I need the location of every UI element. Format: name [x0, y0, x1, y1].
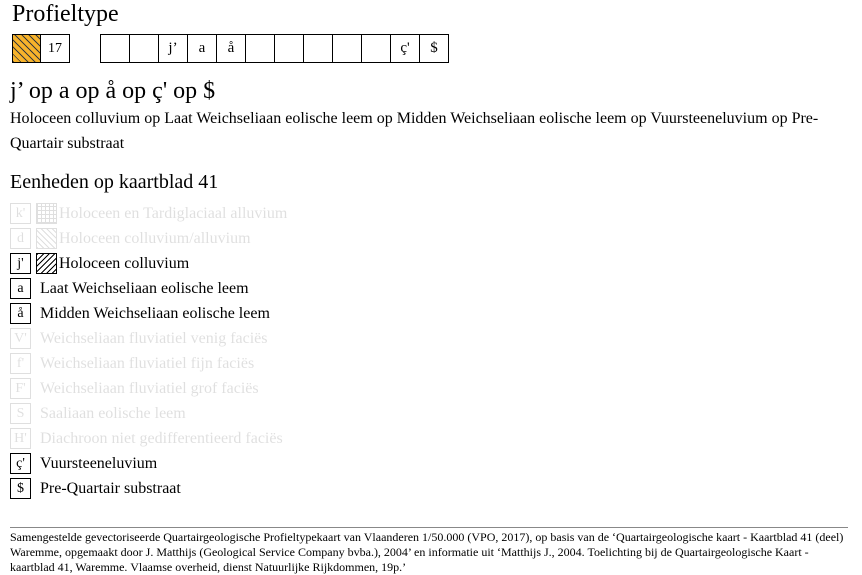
legend-code-box: å: [10, 303, 31, 324]
profile-type-swatch-group: [12, 34, 70, 63]
legend-code-box: k': [10, 203, 31, 224]
legend-code-box: ç': [10, 453, 31, 474]
profile-cell: ç': [390, 34, 420, 63]
legend-row: [10, 401, 287, 426]
legend-label: Vuursteeneluvium: [40, 454, 158, 472]
page-title: Profieltype: [12, 1, 119, 27]
profile-cell: [332, 34, 362, 63]
profile-cell: [129, 34, 159, 63]
legend-row: [10, 226, 287, 251]
legend-label: Weichseliaan fluviatiel fijn faciës: [40, 354, 255, 372]
source-footnote: Samengestelde gevectoriseerde Quartairgeologische Profieltypekaart van Vlaanderen 1/50.000 (VPO, 2017), op basis van de ‘Quartairgeologische kaart - Kaartblad 41 (deel) Waremme, opgemaakt door J. Matthijs (Geological Service Company bvba.), 2004’ en informatie uit ‘Matthijs J., 2004. Toelichting bij de Quartairgeologische Kaart - kaartblad 41, Waremme. Vlaamse overheid, dienst Natuurlijke Rijkdommen, 19p.’: [10, 530, 844, 574]
legend-row: [10, 251, 287, 276]
legend-code-box: f': [10, 353, 31, 374]
legend-row: [10, 376, 287, 401]
units-legend: [10, 201, 287, 501]
profile-cell: $: [419, 34, 449, 63]
legend-label: Saaliaan eolische leem: [40, 404, 186, 422]
legend-row: [10, 451, 287, 476]
legend-row: [10, 201, 287, 226]
footnote-divider: [10, 527, 848, 528]
profile-description: Holoceen colluvium op Laat Weichseliaan eolische leem op Midden Weichseliaan eolische leem op Vuursteeneluvium op Pre-Quartair substraat: [10, 110, 819, 152]
legend-code-box: V': [10, 328, 31, 349]
legend-label: Pre-Quartair substraat: [40, 479, 181, 497]
profile-cell: [245, 34, 275, 63]
profile-cell: a: [187, 34, 217, 63]
legend-code-box: F': [10, 378, 31, 399]
legend-label: Midden Weichseliaan eolische leem: [40, 304, 270, 322]
legend-pattern-swatch: [36, 203, 57, 224]
profile-color-swatch: [12, 34, 41, 63]
legend-row: [10, 326, 287, 351]
profile-cell: å: [216, 34, 246, 63]
legend-label: Holoceen en Tardiglaciaal alluvium: [59, 204, 288, 222]
legend-code-box: d: [10, 228, 31, 249]
profile-cell: [303, 34, 333, 63]
legend-code-box: S: [10, 403, 31, 424]
legend-label: Holoceen colluvium: [59, 254, 190, 272]
legend-code-box: $: [10, 478, 31, 499]
legend-row: [10, 426, 287, 451]
legend-label: Weichseliaan fluviatiel grof faciës: [40, 379, 259, 397]
units-heading: Eenheden op kaartblad 41: [10, 171, 219, 193]
legend-code-box: H': [10, 428, 31, 449]
profile-cell: [100, 34, 130, 63]
legend-label: Holoceen colluvium/alluvium: [59, 229, 251, 247]
legend-label: Diachroon niet gedifferentieerd faciës: [40, 429, 283, 447]
legend-label: Laat Weichseliaan eolische leem: [40, 279, 249, 297]
legend-pattern-swatch: [36, 253, 57, 274]
profile-number: 17: [41, 34, 70, 63]
legend-row: [10, 276, 287, 301]
legend-row: [10, 301, 287, 326]
legend-label: Weichseliaan fluviatiel venig faciës: [40, 329, 268, 347]
profile-cell: [274, 34, 304, 63]
legend-pattern-swatch: [36, 228, 57, 249]
profile-formula: j’ op a op å op ç' op $: [10, 78, 216, 104]
legend-code-box: j': [10, 253, 31, 274]
profile-cell: [361, 34, 391, 63]
legend-row: [10, 351, 287, 376]
profile-cell: j’: [158, 34, 188, 63]
profile-cell-strip: [101, 34, 449, 63]
legend-row: [10, 476, 287, 501]
legend-code-box: a: [10, 278, 31, 299]
